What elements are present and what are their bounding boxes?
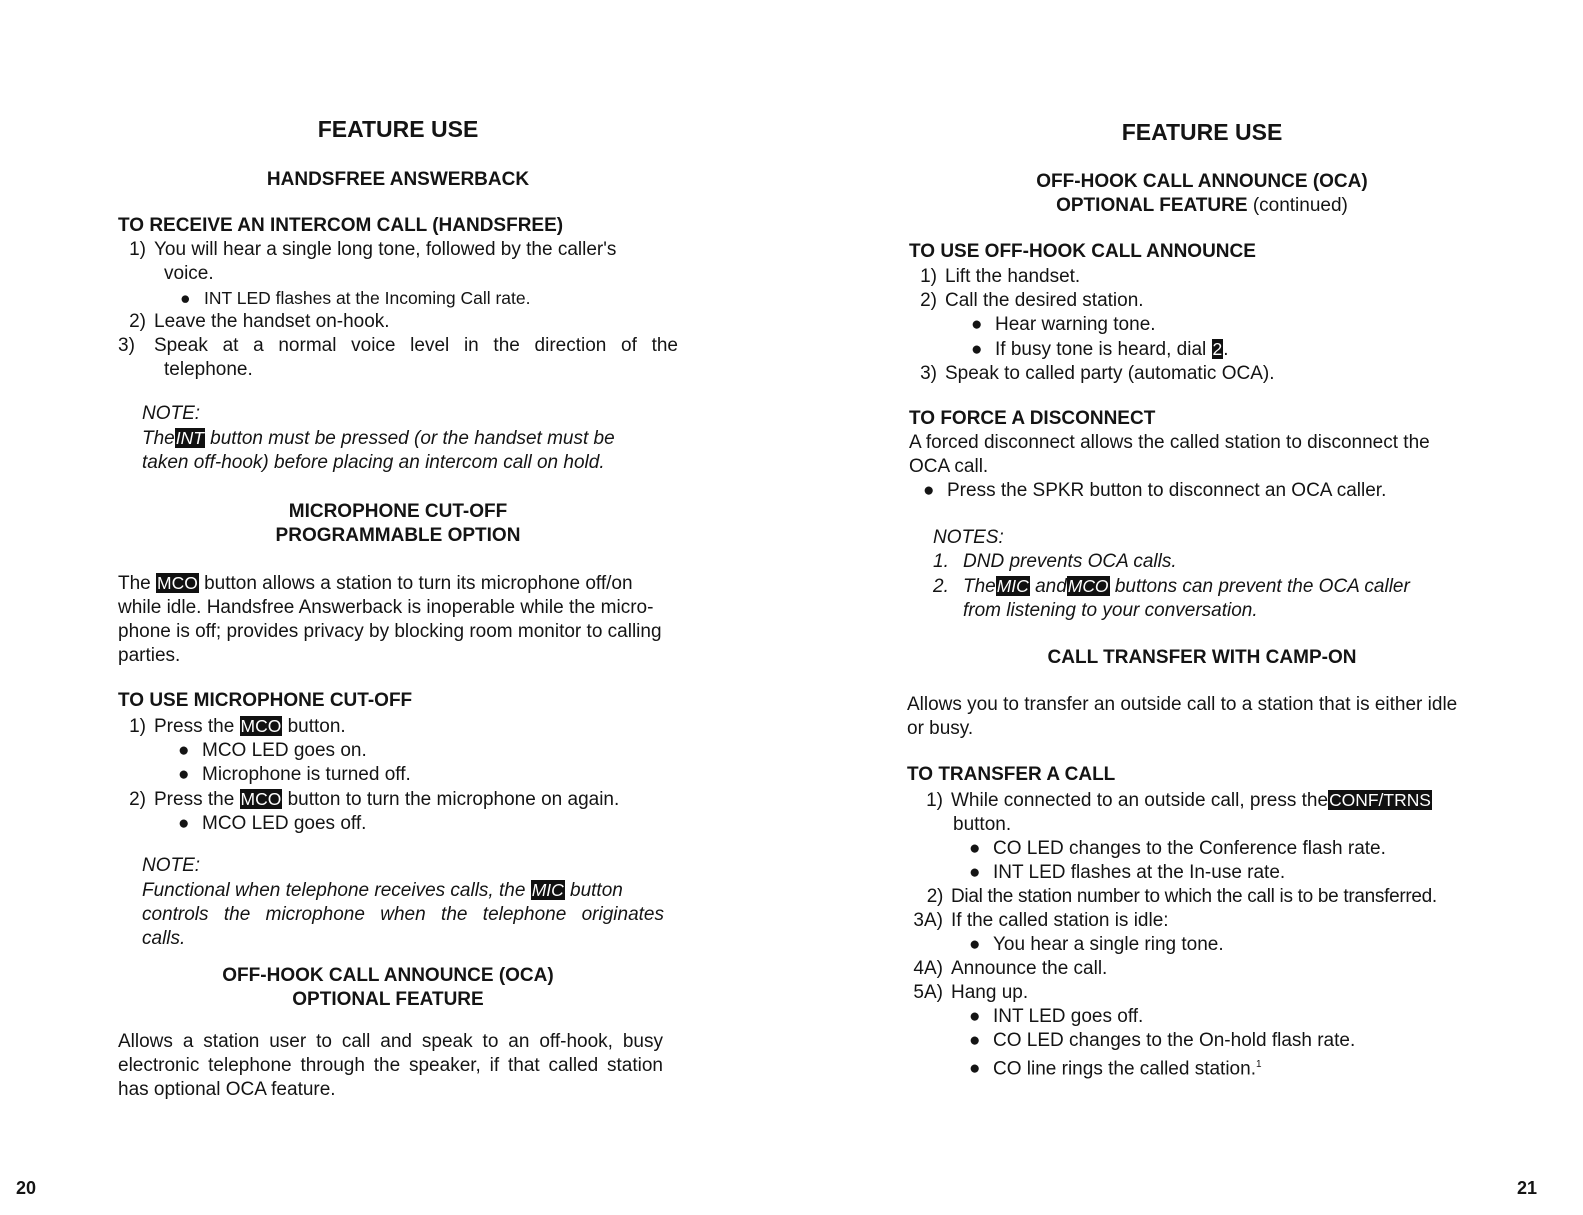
list-item: 1) Press the MCO button. (129, 716, 346, 737)
list-item: 3) Speak at a normal voice level in the direction of the (118, 335, 678, 356)
step-list-mco (118, 714, 678, 836)
section-heading-oca: OFF-HOOK CALL ANNOUNCE (OCA) OPTIONAL FEATURE (222, 965, 554, 1010)
bullet-item: ● Press the SPKR button to disconnect an OCA caller. (923, 480, 1387, 501)
paragraph-oca: Allows a station user to call and speak to an off-hook, busy electronic telephone through the speaker, if that called station has optional OCA feature. (118, 1031, 663, 1100)
note-label: NOTE: (142, 403, 201, 424)
mic-key-icon: MIC (531, 880, 564, 900)
subsection-heading-use-mco: TO USE MICROPHONE CUT-OFF (118, 690, 413, 711)
bullet-item: ● CO LED changes to the Conference flash rate. (969, 838, 1386, 859)
right-page (907, 0, 1485, 1215)
step-list-receive (118, 238, 678, 382)
section-heading-handsfree: HANDSFREE ANSWERBACK (266, 169, 530, 190)
bullet-item: ● MCO LED goes off. (178, 813, 367, 834)
subsection-heading-transfer: TO TRANSFER A CALL (907, 764, 1116, 785)
conf-trns-key-icon: CONF/TRNS (1329, 790, 1431, 810)
list-item: 3A) If the called station is idle: (913, 910, 1169, 931)
page-title: FEATURE USE (1121, 119, 1283, 145)
list-item: 3) Speak to called party (automatic OCA). (920, 363, 1275, 384)
section-heading-mco: MICROPHONE CUT-OFF PROGRAMMABLE OPTION (275, 501, 521, 546)
list-item-continuation: telephone. (164, 359, 253, 380)
page-number-right: 21 (1517, 1178, 1538, 1198)
bullet-item: ● CO line rings the called station.$^1$ (969, 1058, 1262, 1080)
section-heading-oca: OFF-HOOK CALL ANNOUNCE (OCA) OPTIONAL FEATURE (continued) (1036, 171, 1368, 216)
list-item: 2) Leave the handset on-hook. (129, 311, 390, 332)
mco-key-icon: MCO (1067, 576, 1109, 596)
list-item: 1) You will hear a single long tone, followed by the caller's (129, 239, 617, 260)
page-title: FEATURE USE (317, 116, 479, 142)
note-block (142, 402, 682, 475)
subsection-heading-force: TO FORCE A DISCONNECT (909, 408, 1156, 429)
list-item: 2) Call the desired station. (920, 290, 1144, 311)
bullet-item: ● Hear warning tone. (971, 314, 1156, 335)
note-label: NOTE: (142, 855, 201, 876)
bullet-item: ● You hear a single ring tone. (969, 934, 1224, 955)
bullet-item: ● MCO LED goes on. (178, 740, 367, 761)
mco-key-icon: MCO (157, 573, 198, 593)
list-item-continuation: voice. (164, 263, 214, 284)
page-number-left: 20 (16, 1178, 37, 1198)
notes-block: NOTES: 1. DND prevents OCA calls. 2. TheMIC andMCO buttons can prevent the OCA caller from listening to your conversation. (933, 526, 1463, 623)
list-item: 2) Press the MCO button to turn the microphone on again. (129, 789, 620, 810)
left-page (118, 0, 678, 1215)
bullet-item: ● If busy tone is heard, dial 2. (971, 339, 1229, 360)
list-item: 2) Dial the station number to which the call is to be transferred. (926, 886, 1437, 907)
bullet-item: ● CO LED changes to the On-hold flash rate. (969, 1030, 1356, 1051)
step-list-oca (909, 265, 1469, 386)
note-block: NOTE: Functional when telephone receives calls, the MIC button controls the microphone when the telephone originates calls. (142, 855, 664, 949)
section-heading-camp-on: CALL TRANSFER WITH CAMP-ON (1047, 647, 1357, 668)
mic-key-icon: MIC (996, 576, 1029, 596)
paragraph-mco: The MCO button allows a station to turn its microphone off/on while idle. Handsfree Answerback is inoperable while the micro- phone is off; provides privacy by blocking room monitor to calling parties. (118, 573, 662, 666)
note-line: TheINT button must be pressed (or the handset must be (142, 428, 615, 449)
mco-key-icon: MCO (240, 789, 282, 809)
dial-2-key-icon: 2 (1212, 339, 1223, 359)
subsection-heading-use-oca: TO USE OFF-HOOK CALL ANNOUNCE (909, 241, 1256, 262)
footnote-marker: 1 (1255, 1059, 1262, 1070)
bullet-item: ● INT LED goes off. (969, 1006, 1144, 1027)
bullet-item: ● Microphone is turned off. (178, 764, 411, 785)
paragraph-camp-on: Allows you to transfer an outside call to a station that is either idle or busy. (907, 694, 1458, 739)
notes-label: NOTES: (933, 527, 1004, 548)
mco-key-icon: MCO (240, 716, 282, 736)
int-key-icon: INT (175, 428, 204, 448)
note-line: taken off-hook) before placing an intercom call on hold. (142, 452, 605, 473)
subsection-heading-receive: TO RECEIVE AN INTERCOM CALL (HANDSFREE) (118, 215, 564, 236)
step-list-transfer: 1) While connected to an outside call, press theCONF/TRNS button. ● CO LED changes to the Conference flash rate. ● INT LED flashes at the In-use rate. 2) Dial the station number to which the call is to be transferred. 3A) If the called station is idle: ● You hear a single ring tone. 4A) Announce the call. 5A) Hang up. ● INT LED goes off. ● CO LED changes to the On-hold flash rate. ● CO line rings the called station.$^1$ (907, 788, 1467, 1081)
list-item: 5A) Hang up. (913, 982, 1029, 1003)
list-item: 4A) Announce the call. (913, 958, 1108, 979)
list-item: 1) While connected to an outside call, press theCONF/TRNS (926, 790, 1431, 811)
paragraph-force: A forced disconnect allows the called station to disconnect the OCA call. ● Press the SPKR button to disconnect an OCA caller. (909, 431, 1469, 503)
bullet-item: ● INT LED flashes at the Incoming Call rate. (180, 288, 531, 308)
bullet-item: ● INT LED flashes at the In-use rate. (969, 862, 1286, 883)
list-item: 1) Lift the handset. (920, 266, 1081, 287)
